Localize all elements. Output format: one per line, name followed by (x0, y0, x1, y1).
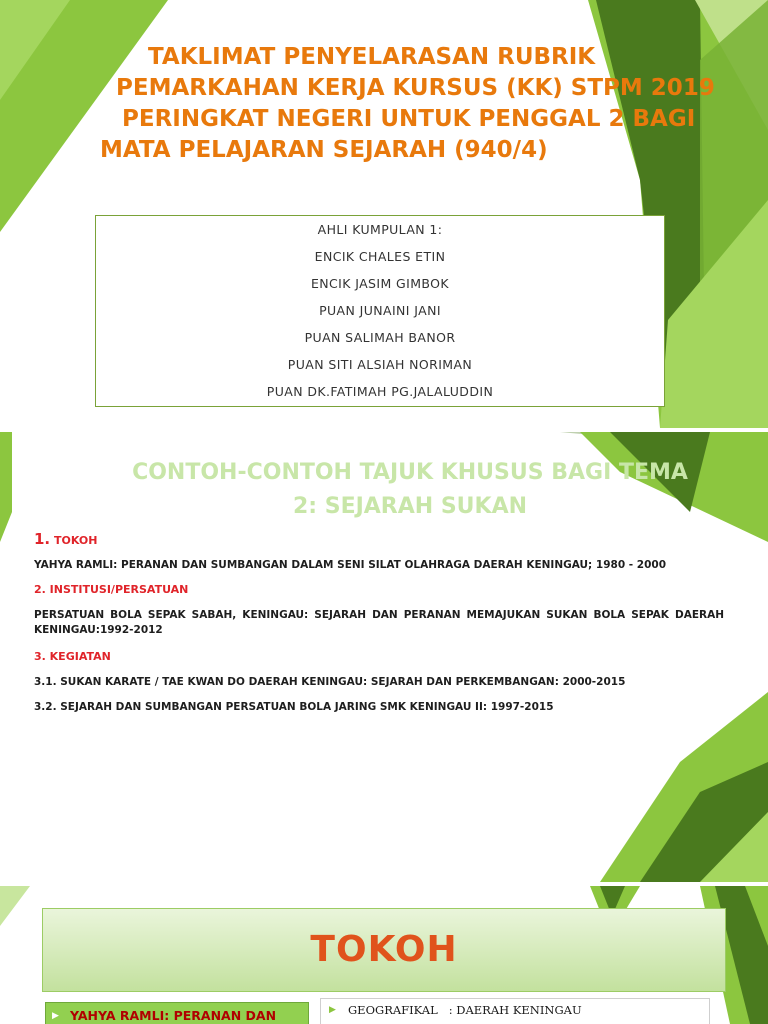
section-number: 1. (34, 530, 51, 548)
geographical-text: GEOGRAFIKAL : DAERAH KENINGAU (348, 1003, 582, 1017)
slide-2-title (60, 456, 760, 524)
bullet-arrow-icon: ▶ (329, 1005, 336, 1015)
slide-2-body (34, 530, 724, 715)
members-heading: AHLI KUMPULAN 1: (317, 222, 443, 237)
slide-3-title: TOKOH (310, 929, 458, 970)
slide-3-title-box (42, 908, 726, 992)
member-name: PUAN DK.FATIMAH PG.JALALUDDIN (266, 384, 494, 399)
section-tokoh-heading (34, 530, 724, 548)
group-members-box (95, 215, 665, 407)
member-name: PUAN SALIMAH BANOR (304, 330, 456, 345)
section-institusi-heading: 2. INSTITUSI/PERSATUAN (34, 583, 189, 596)
tokoh-name-box (45, 1002, 309, 1024)
title-line-2: PEMARKAHAN KERJA KURSUS (KK) STPM 2019 (116, 75, 715, 101)
title-line-1: CONTOH-CONTOH TAJUK KHUSUS BAGI TEMA (132, 460, 688, 485)
slide-2 (0, 432, 768, 882)
example-title: YAHYA RAMLI: PERANAN DAN SUMBANGAN DALAM SENI SILAT OLAHRAGA DAERAH KENINGAU; 1980 - 2000 (34, 559, 667, 571)
section-label: TOKOH (53, 534, 98, 547)
title-line-1: TAKLIMAT PENYELARASAN RUBRIK (148, 44, 596, 70)
title-line-3: PERINGKAT NEGERI UNTUK PENGGAL 2 BAGI (122, 106, 696, 132)
slide-1 (0, 0, 768, 428)
geographical-box (320, 998, 710, 1024)
tokoh-name-text: YAHYA RAMLI: PERANAN DAN (70, 1008, 277, 1023)
member-name: ENCIK CHALES ETIN (314, 249, 446, 264)
example-title: 3.2. SEJARAH DAN SUMBANGAN PERSATUAN BOLA JARING SMK KENINGAU II: 1997-2015 (34, 701, 554, 713)
title-line-4: MATA PELAJARAN SEJARAH (940/4) (100, 137, 548, 163)
slide-3 (0, 886, 768, 1024)
section-kegiatan-heading: 3. KEGIATAN (34, 650, 111, 663)
member-name: ENCIK JASIM GIMBOK (311, 276, 449, 291)
bullet-arrow-icon: ▶ (52, 1011, 59, 1021)
member-name: PUAN SITI ALSIAH NORIMAN (287, 357, 473, 372)
slide-1-title (60, 42, 750, 166)
example-title: PERSATUAN BOLA SEPAK SABAH, KENINGAU: SEJARAH DAN PERANAN MEMAJUKAN SUKAN BOLA SEPAK DAERAH KENINGAU:1992-2012 (34, 609, 724, 636)
member-name: PUAN JUNAINI JANI (319, 303, 441, 318)
title-line-2: 2: SEJARAH SUKAN (292, 494, 528, 519)
example-title: 3.1. SUKAN KARATE / TAE KWAN DO DAERAH KENINGAU: SEJARAH DAN PERKEMBANGAN: 2000-2015 (34, 676, 626, 688)
